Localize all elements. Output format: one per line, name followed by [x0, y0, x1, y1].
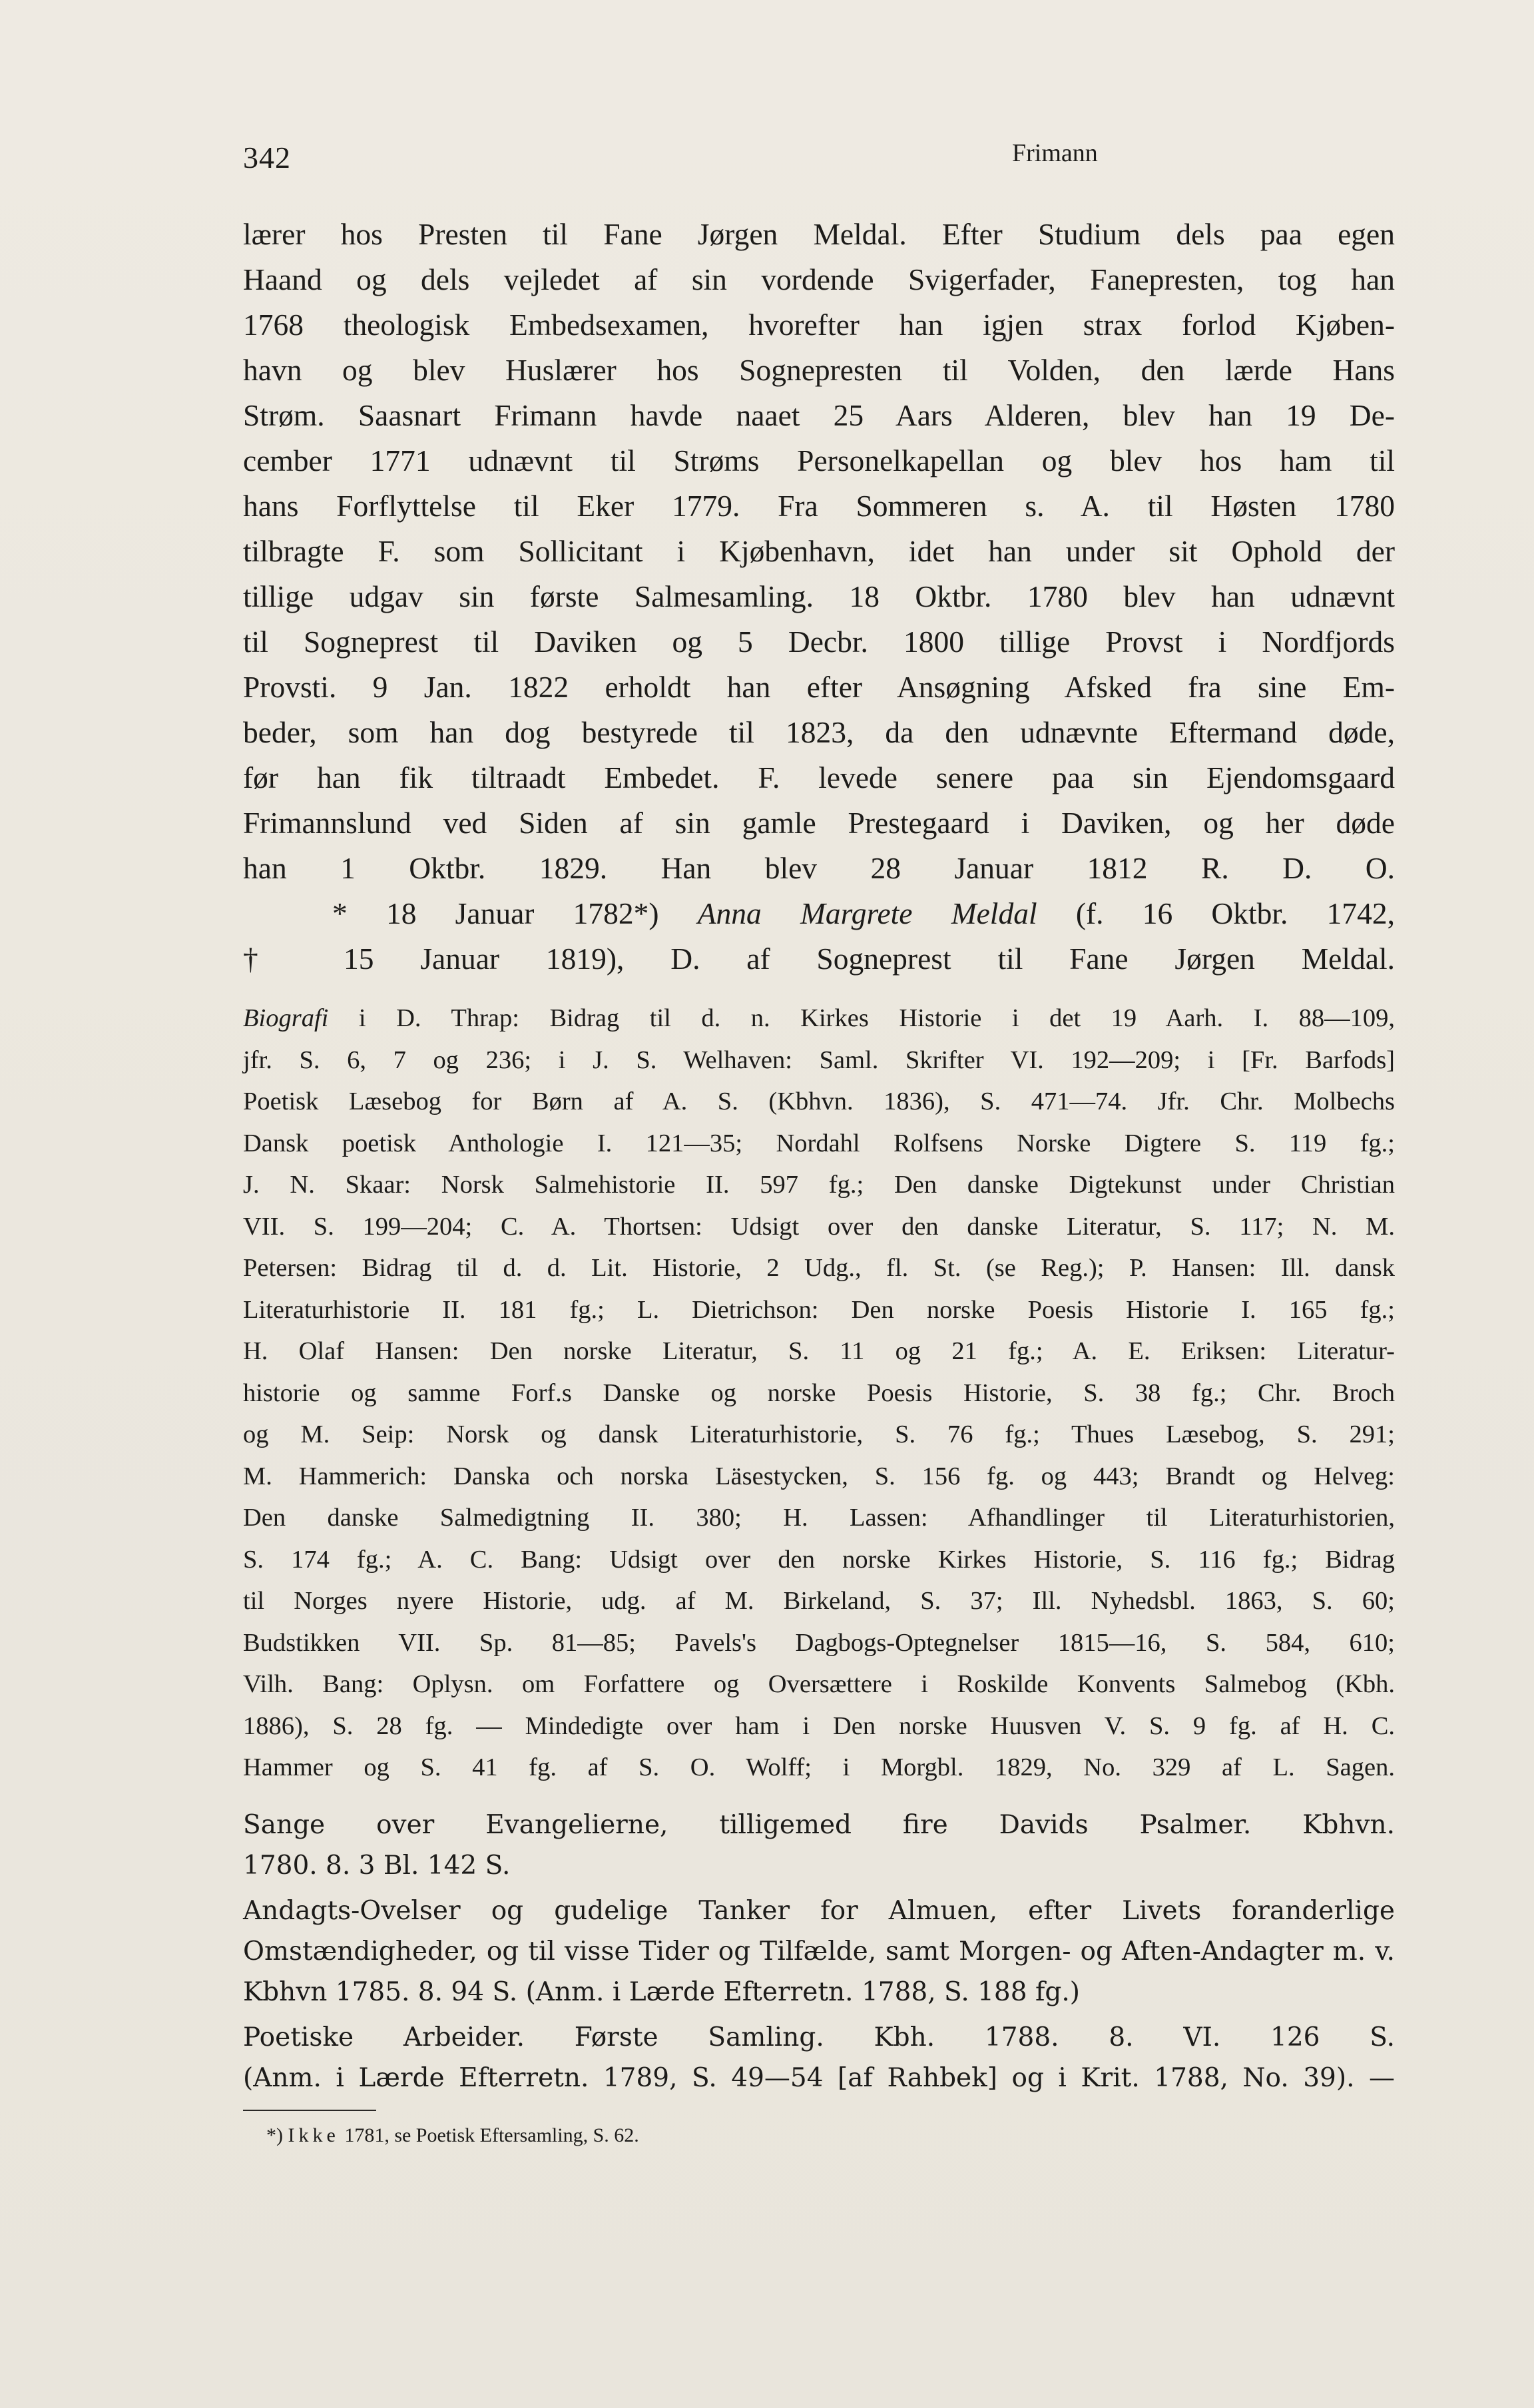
bio-line: M. Hammerich: Danska och norska Läsestycken, S. 156 fg. og 443; Brandt og Helveg: [243, 1462, 1395, 1490]
bio-line: Vilh. Bang: Oplysn. om Forfattere og Oversættere i Roskilde Konvents Salmebog (Kbh. [243, 1670, 1395, 1698]
biography-references [243, 998, 1395, 1789]
spouse-birth: (f. 16 Oktbr. 1742, [1075, 896, 1396, 930]
footnote [266, 2124, 639, 2147]
bio-line: Hammer og S. 41 fg. af S. O. Wolff; i Morgbl. 1829, No. 329 af L. Sagen. [243, 1753, 1395, 1781]
text-line: cember 1771 udnævnt til Strøms Personelkapellan og blev hos ham til [243, 444, 1395, 477]
text-line: Provsti. 9 Jan. 1822 erholdt han efter Ansøgning Afsked fra sine Em- [243, 670, 1395, 704]
work-entry-line: 1780. 8. 3 Bl. 142 S. [243, 1851, 511, 1881]
bio-line: 1886), S. 28 fg. — Mindedigte over ham i Den norske Huusven V. S. 9 fg. af H. C. [243, 1711, 1395, 1740]
work-entry-line: Kbhvn 1785. 8. 94 S. (Anm. i Lærde Efterretn. 1788, S. 188 fg.) [243, 1977, 1080, 2007]
main-text [243, 212, 1395, 982]
bio-line: Den danske Salmedigtning II. 380; H. Lassen: Afhandlinger til Literaturhistorien, [243, 1504, 1395, 1532]
text-line: til Sogneprest til Daviken og 5 Decbr. 1800 tillige Provst i Nordfjords [243, 625, 1395, 659]
bio-line: til Norges nyere Historie, udg. af M. Birkeland, S. 37; Ill. Nyhedsbl. 1863, S. 60; [243, 1587, 1395, 1615]
text-line: Haand og dels vejledet af sin vordende Svigerfader, Fanepresten, tog han [243, 262, 1395, 296]
work-entry-line: Sange over Evangelierne, tilligemed fire Davids Psalmer. Kbhvn. [243, 1810, 1395, 1840]
bio-line: historie og samme Forf.s Danske og norske Poesis Historie, S. 38 fg.; Chr. Broch [243, 1378, 1395, 1407]
text-line: 1768 theologisk Embedsexamen, hvorefter han igjen strax forlod Kjøben- [243, 308, 1395, 342]
text-line: tillige udgav sin første Salmesamling. 18 Oktbr. 1780 blev han udnævnt [243, 579, 1395, 613]
work-entry-line: Omstændigheder, og til visse Tider og Tilfælde, samt Morgen- og Aften-Andagter m. v. [243, 1937, 1395, 1966]
text-line: han 1 Oktbr. 1829. Han blev 28 Januar 1812 R. D. O. [243, 851, 1395, 885]
running-title: Frimann [1012, 139, 1098, 167]
page-number: 342 [243, 141, 291, 174]
spouse-marriage-date: * 18 Januar 1782*) [332, 896, 659, 930]
bio-line: og M. Seip: Norsk og dansk Literaturhistorie, S. 76 fg.; Thues Læsebog, S. 291; [243, 1420, 1395, 1448]
text-line: hans Forflyttelse til Eker 1779. Fra Sommeren s. A. til Høsten 1780 [243, 489, 1395, 523]
text-line: Frimannslund ved Siden af sin gamle Prestegaard i Daviken, og her døde [243, 806, 1395, 840]
spouse-line [243, 891, 1395, 936]
bio-line: S. 174 fg.; A. C. Bang: Udsigt over den norske Kirkes Historie, S. 116 fg.; Bidrag [243, 1545, 1395, 1574]
works-list [243, 1805, 1395, 2098]
text-line: Strøm. Saasnart Frimann havde naaet 25 Aars Alderen, blev han 19 De- [243, 398, 1395, 432]
text-line: tilbragte F. som Sollicitant i Kjøbenhavn, idet han under sit Ophold der [243, 534, 1395, 568]
bio-line: Budstikken VII. Sp. 81—85; Pavels's Dagbogs-Optegnelser 1815—16, S. 584, 610; [243, 1628, 1395, 1657]
text-line: havn og blev Huslærer hos Sognepresten til Volden, den lærde Hans [243, 353, 1395, 387]
work-entry-line: Poetiske Arbeider. Første Samling. Kbh. 1788. 8. VI. 126 S. [243, 2022, 1395, 2052]
text-line: lærer hos Presten til Fane Jørgen Meldal. Efter Studium dels paa egen [243, 217, 1395, 251]
bio-line: Literaturhistorie II. 181 fg.; L. Dietrichson: Den norske Poesis Historie I. 165 fg.; [243, 1295, 1395, 1324]
work-entry-line: Andagts-Ovelser og gudelige Tanker for Almuen, efter Livets foranderlige [243, 1896, 1395, 1926]
bio-line: Dansk poetisk Anthologie I. 121—35; Nordahl Rolfsens Norske Digtere S. 119 fg.; [243, 1129, 1395, 1157]
spouse-name: Anna Margrete Meldal [697, 896, 1037, 930]
text-line: beder, som han dog bestyrede til 1823, da den udnævnte Eftermand døde, [243, 715, 1395, 749]
bio-line [243, 998, 1395, 1040]
bio-first-line: i D. Thrap: Bidrag til d. n. Kirkes Historie i det 19 Aarh. I. 88—109, [358, 1004, 1396, 1032]
bio-line: Petersen: Bidrag til d. d. Lit. Historie, 2 Udg., fl. St. (se Reg.); P. Hansen: Ill. dansk [243, 1254, 1395, 1282]
text-line: før han fik tiltraadt Embedet. F. levede senere paa sin Ejendomsgaard [243, 760, 1395, 794]
footnote-text: 1781, se Poetisk Eftersamling, S. 62. [344, 2124, 639, 2146]
footnote-rule [243, 2110, 376, 2111]
footnote-spaced-word: Ikke [288, 2124, 340, 2146]
bio-line: jfr. S. 6, 7 og 236; i J. S. Welhaven: Saml. Skrifter VI. 192—209; i [Fr. Barfods] [243, 1046, 1395, 1074]
bio-line: J. N. Skaar: Norsk Salmehistorie II. 597 fg.; Den danske Digtekunst under Christian [243, 1171, 1395, 1199]
page-header [243, 133, 1395, 180]
bio-line: VII. S. 199—204; C. A. Thortsen: Udsigt over den danske Literatur, S. 117; N. M. [243, 1212, 1395, 1241]
spouse-death-line: † 15 Januar 1819), D. af Sogneprest til Fane Jørgen Meldal. [243, 942, 1395, 976]
bio-line: H. Olaf Hansen: Den norske Literatur, S. 11 og 21 fg.; A. E. Eriksen: Literatur- [243, 1337, 1395, 1365]
bio-line: Poetisk Læsebog for Børn af A. S. (Kbhvn. 1836), S. 471—74. Jfr. Chr. Molbechs [243, 1087, 1395, 1115]
bio-label: Biografi [243, 1004, 329, 1032]
footnote-marker: *) [266, 2124, 283, 2146]
work-entry-line: (Anm. i Lærde Efterretn. 1789, S. 49—54 [af Rahbek] og i Krit. 1788, No. 39). — [243, 2063, 1395, 2093]
